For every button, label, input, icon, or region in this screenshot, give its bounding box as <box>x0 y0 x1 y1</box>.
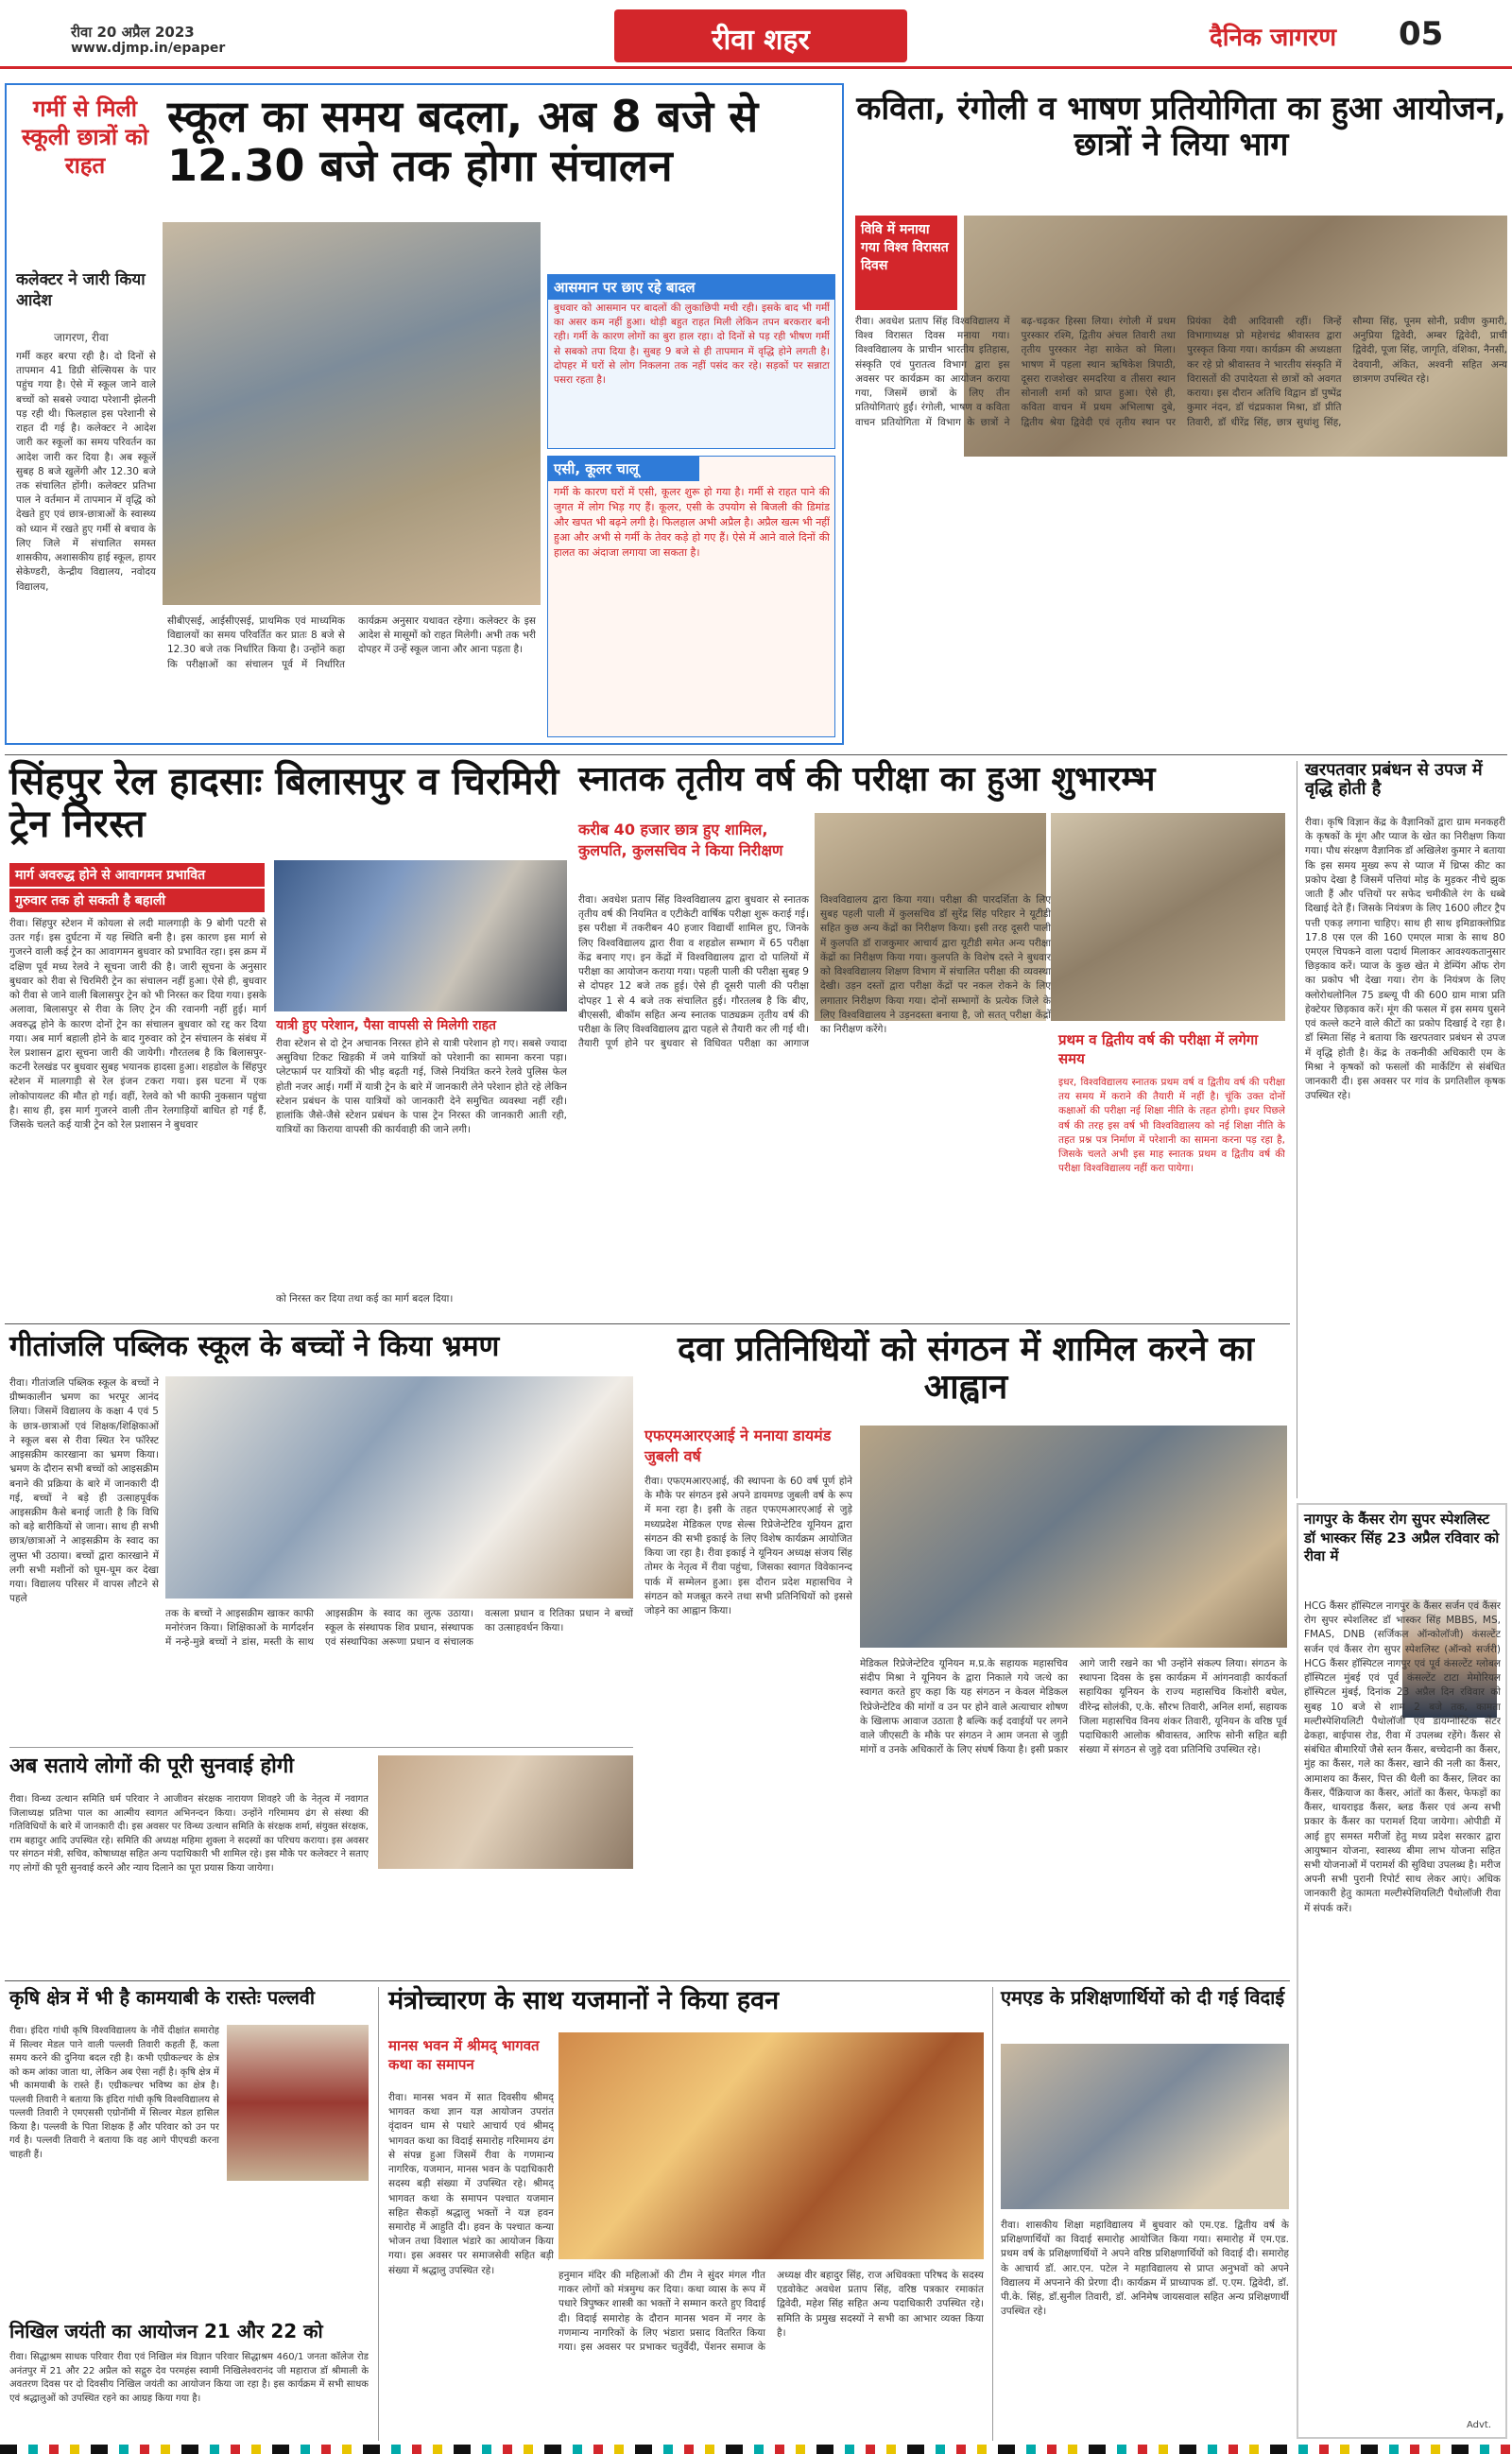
registration-strip <box>0 2445 1512 2454</box>
story-body-2: हनुमान मंदिर की महिलाओं की टीम ने सुंदर मंगल गीत गाकर लोगों को मंत्रमुग्ध कर दिया। कथा व्यास के रूप में पधारे त्रिपुष्कर शास्त्री का भक्तों ने सम्मान करते हुए विदाई दी। विदाई समारोह के दौरान मानस भवन में नगर के गणमान्य नागरिकों के लिए भंडारा प्रसाद वितरित किया गया। इस अवसर पर प्रभाकर चतुर्वेदी, पेंशनर समाज के अध्यक्ष वीर बहादुर सिंह, राज अधिवक्ता परिषद के सदस्य एडवोकेट अवधेश प्रताप सिंह, वरिष्ठ पत्रकार रमाकांत द्विवेदी, महेश सिंह सहित अन्य पदाधिकारी उपस्थित रहे। समिति के प्रमुख सदस्यों ने सभी का आभार व्यक्त किया है। <box>558 2270 984 2354</box>
divider <box>5 1980 1290 1981</box>
headline: एमएड के प्रशिक्षणार्थियों को दी गई विदाई <box>1001 1986 1285 2009</box>
story-body-2: सीबीएसई, आईसीएसई, प्राथमिक एवं माध्यमिक विद्यालयों का समय परिवर्तित कर प्रातः 8 बजे से 12.30 बजे तक निर्धारित किया है। उन्होंने कहा कि परीक्षाओं का संचालन पूर्व में निर्धारित कार्यक्रम अनुसार यथावत रहेगा। कलेक्टर के इस आदेश से मासूमों को राहत मिलेगी। अभी तक भरी दोपहर में उन्हें स्कूल जाना और आना पड़ता है। <box>167 615 536 670</box>
story-med-farewell <box>992 1987 1290 2441</box>
havan-photo <box>558 2032 984 2259</box>
story-body: रीवा। सिद्धाश्रम साधक परिवार रीवा एवं निखिल मंत्र विज्ञान परिवार सिद्धाश्रम 460/1 जनता कॉलेज रोड अनंतपुर में 21 और 22 अप्रैल को सद्गुरु देव परमहंस स्वामी निखिलेश्वरानंद जी महाराज डॉ श्रीमाली के अवतरण दिवस पर दो दिवसीय निखिल जयंती का आयोजन किया जा रहा है। इस कार्यक्रम में सभी साधक एवं श्रद्धालुओं को उपस्थित रहने का आग्रह किया गया है। <box>9 2352 369 2404</box>
subhead: करीब 40 हजार छात्र हुए शामिल, कुलपति, कुलसचिव ने किया निरीक्षण <box>578 821 783 859</box>
section-name: रीवा शहर <box>712 24 810 57</box>
box-first-second-year <box>1058 1030 1285 1305</box>
story-body: रीवा। गीतांजलि पब्लिक स्कूल के बच्चों ने ग्रीष्मकालीन भ्रमण का भरपूर आनंद लिया। जिसमें विद्यालय के कक्षा 4 एवं 5 के छात्र-छात्राओं एवं शिक्षक/शिक्षिकाओं ने स्कूल बस से रीवा स्थित रेन फॉरेस्ट आइसक्रीम कारखाना का भ्रमण किया। भ्रमण के दौरान सभी बच्चों को आइसक्रीम बनाने की प्रक्रिया के बारे में जानकारी दी गई, बच्चों ने बड़े ही उत्साहपूर्वक आइसक्रीम कैसे बनाई जाती है कि विधि को बड़े बारीकियों से जाना। साथ ही सभी छात्र/छात्राओं ने आइसक्रीम के स्वाद का लुफ्त भी उठाया। बच्चों द्वारा कारखाने में लगी सभी मशीनों को घूम-घूम कर देखा गया। विद्यालय परिसर में वापस लौटने से पहले <box>9 1377 159 1605</box>
advt-label: Advt. <box>1467 2420 1492 2430</box>
story-body: रीवा। कृषि विज्ञान केंद्र के वैज्ञानिकों द्वारा ग्राम मनकहरी के कृषकों के मूंग और प्याज के खेत का निरीक्षण किया गया। पौध संरक्षण वैज्ञानिक डॉ अखिलेश कुमार ने बताया कि इस समय मुख्य रूप से प्याज में थ्रिप्स कीट का प्रकोप देखा है जिसमें पत्तियां मोड़ के मुड़कर नीचे झुक जाती हैं और पत्तियों पर सफेद चमीकीले रंग के धब्बे दिखाई देते हैं। जिसके नियंत्रण के लिए 1600 लीटर ट्रैप पत्ती एकड़ लगाना चाहिए। साथ ही साथ इमिडाक्लोप्रिड 17.8 एस एल की 160 एमएल मात्रा के साथ 80 एमएल चिपकने वाला पदार्थ मिलाकर आवश्यकतानुसार छिड़काव करें। प्याज के कुछ खेत मे डेम्पिंग ऑफ रोग का प्रकोप भी देखा गया। रोग के नियंत्रण के लिए क्लोरोथलोनिल 75 डब्ल्यू पी की 600 ग्राम मात्रा प्रति हेक्टेयर छिड़काव करें। मूंग की फसल में इस समय घुसने एवं कल्ले कटने वाले कीटों का प्रकोप दिखाई दे रहा है। डॉ स्मिता सिंह ने बताया कि खरपतवार प्रबंधन से उपज में वृद्धि होती है। केंद्र के तकनीकी अधिकारी एम के मिश्रा ने कृषकों को फसलों की मार्केटिंग से संबंधित जानकारी दी। इस अवसर पर गांव के प्रगतिशील कृषक उपस्थित रहे। <box>1305 817 1505 1102</box>
story-body-2: मेडिकल रिप्रेजेन्टेटिव यूनियन म.प्र.के सहायक महासचिव संदीप मिश्रा ने यूनियन के द्वारा निकाले गये जत्थे का स्वागत करते हुए कहा कि यह संगठन न केवल मेडिकल रिप्रेजेन्टेटिव की मांगों व उन पर होने वाले अत्याचार शोषण के खिलाफ आवाज उठाता है बल्कि कई दवाईयों पर लगने वाले जीएसटी के मौके पर संगठन ने आम जनता से जुड़ी मांगों व उनके अधिकारों के लिए संघर्ष किया है। इसी प्रकार आगे जारी रखने का भी उन्होंने संकल्प लिया। संगठन के स्थापना दिवस के इस कार्यक्रम में आंगनवाड़ी कार्यकर्ता सहायिका यूनियन के राज्य महासचिव किशोरी बघेल, वीरेन्द्र सोलंकी, ए.के. सौरभ तिवारी, अनिल शर्मा, सहायक जिला महासचिव विनय शंकर तिवारी, यूनियन के वरिष्ठ पूर्व पदाधिकारी आलोक श्रीवास्तव, आरिफ सोनी सहित बड़ी संख्या में संगठन से जुड़े दवा प्रतिनिधि उपस्थित रहे। <box>860 1658 1287 1756</box>
ad-headline: नागपुर के कैंसर रोग सुपर स्पेशलिस्ट डॉ भास्कर सिंह 23 अप्रैल रविवार को रीवा में <box>1304 1511 1500 1564</box>
ad-body: HCG कैंसर हॉस्पिटल नागपुर के कैंसर सर्जन एवं कैंसर रोग सुपर स्पेशलिस्ट डॉ भास्कर सिंह MBBS, MS, FMAS, DNB (सर्जिकल ऑन्कोलॉजी) कंसल्टेंट सर्जन एवं कैंसर रोग सुपर स्पेशलिस्ट (ऑन्को सर्जरी) HCG कैंसर हॉस्पिटल नागपुर एवं पूर्व कंसल्टेंट ग्लोबल हॉस्पिटल मुंबई एवं पूर्व कंसल्टेंट टाटा मेमोरियल हॉस्पिटल मुंबई, दिनांक 23 अप्रैल दिन रविवार को सुबह 10 बजे से शाम 2 बजे तक, कामता मल्टीस्पेशियलिटी पैथोलॉजी एवं डायग्नोस्टिक सेंटर ढेकहा, बाईपास रोड, रीवा में उपलब्ध रहेंगे। कैंसर से संबंधित बीमारियों जैसे स्तन कैंसर, बच्चेदानी का कैंसर, मुंह का कैंसर, गले का कैंसर, खाने की नली का कैंसर, आमाशय का कैंसर, पित्त की थैली का कैंसर, लिवर का कैंसर, पैंक्रियाज का कैंसर, आंतों का कैंसर, फेफड़ों का कैंसर, थायराइड कैंसर, ब्लड कैंसर एवं अन्य सभी प्रकार के कैंसर का परामर्श दिया जायेगा। ओपीडी में आई हुए समस्त मरीजों हेतु मध्य प्रदेश सरकार द्वारा आयुष्मान योजना, स्वास्थ्य बीमा लाभ योजना सहित सभी योजनाओं में परामर्श की सुविधा उपलब्ध है। मरीज अपनी सभी पुरानी रिपोर्ट साथ लेकर आएं। अधिक जानकारी हेतु कामता मल्टीस्पेशियलिटी पैथोलॉजी रीवा में संपर्क करें। <box>1304 1600 1501 1914</box>
story-body-2: रीवा स्टेशन से दो ट्रेन अचानक निरस्त होने से यात्री परेशान हो गए। सबसे ज्यादा असुविधा टिकट खिड़की में जमे यात्रियों को परेशानी का सामना करना पड़ा। प्लेटफार्म पर यात्रियों की भीड़ बढ़ती गई, जिसे नियंत्रित करने रेलवे पुलिस फेल होती नजर आई। गर्मी में यात्री ट्रेन के बारे में जानकारी लेने परेशान होते रहे लेकिन स्टेशन प्रबंधन के पास यात्रियों को जानकारी देने समुचित व्यवस्था नहीं रही। हालांकि जैसे-जैसे स्टेशन प्रबंधन के पास ट्रेन निरस्त की जानकारी आती रही, यात्रियों का किराया वापसी की कार्यवाही की जाने लगी। <box>276 1038 567 1136</box>
story-heritage-day <box>855 83 1507 745</box>
headline: दवा प्रतिनिधियों को संगठन में शामिल करने का आह्वान <box>678 1330 1254 1408</box>
subhead: एफएमआरएआई ने मनाया डायमंड जुबली वर्ष <box>644 1426 832 1465</box>
fmrai-meeting-photo <box>860 1426 1287 1648</box>
headline: स्नातक तृतीय वर्ष की परीक्षा का हुआ शुभारम्भ <box>578 760 1156 799</box>
story-geetanjali-school <box>9 1331 633 1737</box>
story-body: रीवा। मानस भवन में सात दिवसीय श्रीमद् भागवत कथा ज्ञान यज्ञ आयोजन उपरांत वृंदावन धाम से पधारे आचार्य एवं श्रीमद् भागवत कथा का विदाई समारोह गरिमामय ढंग से संपन्न हुआ जिसमें रीवा के गणमान्य नागरिक, यजमान, मानस भवन के पदाधिकारी सदस्य बड़ी संख्या में उपस्थित रहे। श्रीमद् भागवत कथा के समापन पश्चात यजमान सहित सैकड़ों श्रद्धालु भक्तों ने यज्ञ हवन समारोह में आहुति दी। हवन के पश्चात कन्या भोजन तथा विशाल भंडारे का आयोजन किया गया। इस अवसर पर समाजसेवी सहित बड़ी संख्या में श्रद्धालु उपस्थित रहे। <box>388 2092 554 2276</box>
subhead-2: गुरुवार तक हो सकती है बहाली <box>9 889 265 912</box>
subhead-box <box>855 216 957 310</box>
story-havan <box>378 1987 983 2441</box>
section-banner <box>614 9 907 62</box>
headline: गीतांजलि पब्लिक स्कूल के बच्चों ने किया भ्रमण <box>9 1330 500 1363</box>
ad-cancer-specialist <box>1297 1503 1507 2439</box>
story-body: रीवा। अवधेश प्रताप सिंह विश्वविद्यालय में विश्व विरासत दिवस मनाया गया। विश्वविद्यालय के प्राचीन भारतीय इतिहास, संस्कृति एवं पुरातत्व विभाग द्वारा इस अवसर पर कार्यक्रम का आयोजन कराया गया, जिसमें छात्रों के लिए तीन प्रतियोगिताएं हुईं। रंगोली, भाषण व कविता वाचन प्रतियोगिता में विभाग के छात्रों ने बढ़-चढ़कर हिस्सा लिया। रंगोली में प्रथम पुरस्कार रश्मि, द्वितीय अंचल तिवारी तथा तृतीय पुरस्कार नेहा साकेत को मिला। भाषण में पहला स्थान ऋषिकेश त्रिपाठी, दूसरा राजशेखर समदरिया व तीसरा स्थान सोनाली शर्मा को प्राप्त हुआ। ऐसे ही, कविता वाचन में प्रथम अभिलाषा दुबे, द्वितीय श्रेया द्विवेदी एवं तृतीय स्थान पर प्रियंका देवी आदिवासी रहीं। जिन्हें विभागाध्यक्ष प्रो महेशचंद्र श्रीवास्तव द्वारा पुरस्कृत किया गया। कार्यक्रम की अध्यक्षता कर रहे प्रो श्रीवास्तव ने भारतीय संस्कृति में विरासतों की उपादेयता से छात्रों को अवगत कराया। इस दौरान अतिथि विद्वान डॉ पुष्पेंद्र कुमार नंदन, डॉ चंद्रप्रकाश मिश्रा, डॉ प्रीति तिवारी, डॉ धीरेंद्र सिंह, छात्र सुधांशु सिंह, सौम्या सिंह, पूनम सोनी, प्रवीण कुमारी, अनुप्रिया द्विवेदी, अम्बर द्विवेदी, प्राची द्विवेदी, पूजा सिंह, जागृति, वंशिका, नैनसी, देवयानी, अंकित, अश्वनी सहित अन्य छात्रगण उपस्थित रहे। <box>855 316 1507 428</box>
story-tail: को निरस्त कर दिया तथा कई का मार्ग बदल दिया। <box>276 1293 454 1305</box>
story-body: रीवा। इंदिरा गांधी कृषि विश्वविद्यालय के नौवें दीक्षांत समारोह में सिल्वर मेडल पाने वाली पल्लवी तिवारी कहती हैं, कला समय करने की दुनिया बदल रही है। कभी एग्रीकल्चर के क्षेत्र को कम आंका जाता था, लेकिन अब ऐसा नहीं है। कृषि क्षेत्र में भी कामयाबी के रास्ते हैं। एग्रीकल्चर भविष्य का क्षेत्र है। पल्लवी तिवारी ने बताया कि इंदिरा गांधी कृषि विश्वविद्यालय से पल्लवी तिवारी ने एमएससी एग्रोनॉमी में सिल्वर मेडल हासिल किया है। पल्लवी के पिता शिक्षक हैं और परिवार को उन पर गर्व है। पल्लवी तिवारी ने बताया कि वह आगे पीएचडी करना चाहती हैं। <box>9 2026 219 2160</box>
story-nikhil-jayanti <box>9 2321 369 2444</box>
box-text: इधर, विश्वविद्यालय स्नातक प्रथम वर्ष व द्वितीय वर्ष की परीक्षा तय समय में कराने की तैयारी में नहीं है। चूंकि उक्त दोनों कक्षाओं की परीक्षा नई शिक्षा नीति के तहत होगी। इधर पिछले वर्ष की तरह इस वर्ष भी विश्वविद्यालय को नई शिक्षा नीति के तहत प्रश्न पत्र निर्माण में परेशानी का सामना करना पड़ रहा है, जिसके चलते अभी इस माह स्नातक प्रथम व द्वितीय वर्ष की परीक्षा विश्वविद्यालय नहीं करा पायेगा। <box>1058 1077 1285 1175</box>
story-body: रीवा। विन्ध्य उत्थान समिति धर्म परिवार ने आजीवन संरक्षक नारायण शिवहरे जी के नेतृत्व में नवागत जिलाध्यक्ष प्रतिभा पाल का आत्मीय स्वागत अभिनन्दन किया। उन्होंने गरिमामय ढंग से संस्था की गतिविधियों के बारे में जानकारी दी। इस अवसर पर विन्ध्य उत्थान समिति के संरक्षक शर्मा, संयुक्त संरक्षक, राम बहादुर आदि उपस्थित रहे। समिति की अध्यक्ष महिमा शुक्ला ने सदस्यों का परिचय कराया। इस अवसर पर संगठन मंत्री, सचिव, कोषाध्यक्ष सहित अन्य पदाधिकारी भी शामिल रहे। इस मौके पर कलेक्टर ने सताए गए लोगों की पूरी सुनवाई करने और न्याय दिलाने का पूरा प्रयास किया जायेगा। <box>9 1794 369 1874</box>
story-pallavi <box>9 1987 369 2318</box>
byline: जागरण, रीवा <box>54 331 109 344</box>
story-body: रीवा। सिंहपुर स्टेशन में कोयला से लदी मालगाड़ी के 9 बोगी पटरी से उतर गई। इस दुर्घटना में यह स्थिति बनी है। इस कारण इस मार्ग से गुजरने वाली कई ट्रेन का आवागमन बुधवार को प्रभावित रहा। इस क्रम में दक्षिण पूर्व मध्य रेलवे ने सूचना जारी की है। जारी सूचना के अनुसार बुधवार को रीवा से चिरमिरी ट्रेन का संचालन नहीं हुआ। ऐसे ही, बुधवार को रीवा से जाने वाली बिलासपुर ट्रेन को भी निरस्त कर दिया गया। इसके अलावा, बिलासपुर से रीवा के लिए ट्रेन की रवानगी नहीं हुई। मार्ग अवरुद्ध होने के कारण दोनों ट्रेन का संचालन बुधवार को रद्द कर दिया गया। अब मार्ग बहाली होने के बाद गुरुवार को ट्रेन संचालन के संबंध में रेल प्रशासन द्वारा सूचना जारी की जायेगी। गौरतलब है कि बिलासपुर-कटनी रेलखंड पर बुधवार सुबह भयानक हादसा हुआ। शहडोल के सिंहपुर स्टेशन में मालगाड़ी से रेल इंजन टकरा गया। इस घटना में एक लोकोपायलट की मौत हो गई। वहीं, रेलवे को भी काफी नुकसान पहुंचा है। साथ ही, इस मार्ग गुजरने वाली तीन रेलगाड़ियों बाधित हो गई हैं, जिसके चलते कई यात्री ट्रेन को रेल प्रशासन ने बुधवार <box>9 918 266 1132</box>
side-subhead: कलेक्टर ने जारी किया आदेश <box>16 270 146 311</box>
masthead-url: www.djmp.in/epaper <box>71 41 226 56</box>
subhead: मानस भवन में श्रीमद् भागवत कथा का समापन <box>388 2037 540 2074</box>
farewell-photo <box>1001 2044 1289 2209</box>
school-trip-photo <box>165 1376 633 1599</box>
subhead: विवि में मनाया गया विश्व विरासत दिवस <box>861 222 949 273</box>
story-body: रीवा। एफएमआरएआई, की स्थापना के 60 वर्ष पूर्ण होने के मौके पर संगठन इसे अपने डायमण्ड जुबली वर्ष के रूप में मना रहा है। इसी के तहत एफएमआरएआई से जुड़े मध्यप्रदेश मेडिकल एण्ड सेल्स रिप्रेजेन्टेटिव यूनियन द्वारा संगठन की सभी इकाई के लिए विशेष कार्यक्रम आयोजित किया जा रहा है। रीवा इकाई ने यूनियन अध्यक्ष संजय सिंह तोमर के नेतृत्व में रीवा पहुंचा, जिसका स्वागत विवेकानन्द पार्क में सम्मेलन हुआ। इस दौरान प्रदेश महासचिव ने संगठन को मजबूत करने तथा सभी प्रतिनिधियों को इससे जोड़ने का आह्वान किया। <box>644 1476 852 1616</box>
divider <box>5 1323 1290 1324</box>
side-headline: गर्मी से मिली स्कूली छात्रों को राहत <box>21 95 149 179</box>
headline: सिंहपुर रेल हादसाः बिलासपुर व चिरमिरी ट्रेन निरस्त <box>9 760 559 846</box>
story-body-2: तक के बच्चों ने आइसक्रीम खाकर काफी मनोरंजन किया। शिक्षिकाओं के मार्गदर्शन में नन्हे-मुन्ने बच्चों ने डांस, मस्ती के साथ आइसक्रीम के स्वाद का लुत्फ उठाया। स्कूल के संस्थापक शिव प्रधान, संस्थापक एवं संस्थापिका अरूणा प्रधान व संचालक वत्सला प्रधान व रितिका प्रधान ने बच्चों का उत्साहवर्धन किया। <box>165 1608 633 1649</box>
pallavi-photo <box>227 2025 369 2181</box>
headline: अब सताये लोगों की पूरी सुनवाई होगी <box>9 1754 294 1778</box>
box-heading: प्रथम व द्वितीय वर्ष की परीक्षा में लगेगा समय <box>1058 1031 1259 1068</box>
story-weed-management <box>1297 761 1507 1498</box>
headline: मंत्रोच्चारण के साथ यजमानों ने किया हवन <box>388 1986 780 2015</box>
hearing-photo <box>378 1755 633 1869</box>
school-children-photo <box>163 222 541 605</box>
story-school-time <box>5 83 844 745</box>
headline: कृषि क्षेत्र में भी है कामयाबी के रास्तेः पल्लवी <box>9 1986 316 2009</box>
box-ac-heading: एसी, कूलर चालू <box>548 457 699 481</box>
box-ac-cooler <box>547 456 835 737</box>
story-full-hearing <box>9 1747 633 1974</box>
paper-name: दैनिक जागरण <box>1210 24 1337 52</box>
train-photo <box>274 860 567 1011</box>
masthead-rule <box>0 66 1512 69</box>
masthead <box>0 0 1512 68</box>
headline: खरपतवार प्रबंधन से उपज में वृद्धि होती है <box>1305 760 1483 800</box>
box-ac-text: गर्मी के कारण घरों में एसी, कूलर शुरू हो गया है। गर्मी से राहत पाने की जुगत में लोग भिड़ गए हैं। कूलर, एसी के उपयोग से बिजली की डिमांड और खपत भी बढ़ने लगी है। फिलहाल अभी अप्रैल है। अप्रैल खत्म भी नहीं हुआ और अभी से गर्मी के तेवर कड़े हो गए हैं। ऐसे में आने वाले दिनों की हालत का अंदाजा लगाया जा सकता है। <box>554 486 830 559</box>
story-body: रीवा। अवधेश प्रताप सिंह विश्वविद्यालय द्वारा बुधवार से स्नातक तृतीय वर्ष की नियमित व एटीकेटी वार्षिक परीक्षा शुरू कराई गई। इस परीक्षा में तकरीबन 40 हजार विद्यार्थी शामिल हुए, जिनके लिए विश्वविद्यालय द्वारा रीवा व शहडोल सम्भाग में 65 परीक्षा केंद्र बनाए गए। इन केंद्रों में विश्वविद्यालय द्वारा दो पालियों में परीक्षा का आयोजन कराया गया। पहली पाली की परीक्षा सुबह 9 से दोपहर 12 बजे तक हुई। ऐसे ही दूसरी पाली की परीक्षा दोपहर 1 से 4 बजे तक संचालित हुई। गौरतलब है कि बीए, बीएससी, बीकॉम सहित अन्य स्नातक पाठ्यक्रम तृतीय वर्ष की परीक्षा के लिए विश्वविद्यालय द्वारा पहले से तैयारी कर ली गई थी। तैयारी पूर्ण होने पर बुधवार से विधिवत परीक्षा का आगाज विश्वविद्यालय द्वारा किया गया। परीक्षा की पारदर्शिता के लिए सुबह पहली पाली में कुलसचिव डॉ सुरेंद्र सिंह परिहार ने यूटीडी सहित कुछ अन्य केंद्रों का निरीक्षण किया। इसी तरह दूसरी पाली में कुलपति डॉ राजकुमार आचार्य द्वारा यूटीडी समेत अन्य परीक्षा केंद्रों का निरीक्षण किया गया। कुलपति के विशेष दस्ते ने बुधवार को विश्वविद्यालय शिक्षण विभाग में संचालित परीक्षा की व्यवस्था देखी। उड़न दस्तों द्वारा परीक्षा केंद्रों पर नकल रोकने के लिए लगातार निरीक्षण किया गया। दोनों सम्भागों के प्रत्येक जिले के लिए विश्वविद्यालय ने उड़नदस्ता बनाया है, जो सतत् परीक्षा केंद्रों का निरीक्षण करेंगे। <box>578 894 1051 1050</box>
story-fmrai <box>644 1331 1287 1974</box>
exam-hall-photo-2 <box>1051 813 1285 1021</box>
story-exam <box>578 761 1285 1319</box>
box-clouds <box>547 274 835 449</box>
headline: निखिल जयंती का आयोजन 21 और 22 को <box>9 2320 323 2342</box>
headline: स्कूल का समय बदला, अब 8 बजे से 12.30 बजे तक होगा संचालन <box>167 91 759 191</box>
box-clouds-heading: आसमान पर छाए रहे बादल <box>548 275 834 300</box>
story-rail-accident <box>9 761 567 1319</box>
photo-caption: यात्री हुए परेशान, पैसा वापसी से मिलेगी राहत <box>276 1018 497 1033</box>
headline: कविता, रंगोली व भाषण प्रतियोगिता का हुआ आयोजन, छात्रों ने लिया भाग <box>856 90 1506 164</box>
story-body: रीवा। शासकीय शिक्षा महाविद्यालय में बुधवार को एम.एड. द्वितीय वर्ष के प्रशिक्षणार्थियों का विदाई समारोह आयोजित किया गया। समारोह में एम.एड. प्रथम वर्ष के प्रशिक्षणार्थियों ने अपने वरिष्ठ प्रशिक्षणार्थियों को विदाई दी। समारोह के आचार्य डॉ. आर.एन. पटेल ने महाविद्यालय से प्राप्त अनुभवों को अपने विद्यालय में अपनाने की प्रेरणा दी। कार्यक्रम में प्राध्यापक डॉ. ए.एम. द्विवेदी, डॉ. पी.के. सिंह, डॉ.सुनील तिवारी, डॉ. अनिमेष जायसवाल सहित अन्य प्रशिक्षणार्थी उपस्थित रहे। <box>1001 2220 1289 2318</box>
story-body: गर्मी कहर बरपा रही है। दो दिनों से तापमान 41 डिग्री सेल्सियस के पार पहुंच गया है। ऐसे में स्कूल जाने वाले बच्चों को सबसे ज्यादा परेशानी झेलनी पड़ रही थी। फिलहाल इस परेशानी से राहत दी गई है। कलेक्टर ने आदेश जारी कर स्कूलों का समय परिवर्तन का आदेश जारी कर दिया है। अब स्कूलें सुबह 8 बजे खुलेंगी और 12.30 बजे तक संचालित होंगी। कलेक्टर प्रतिभा पाल ने वर्तमान में तापमान में वृद्धि को देखते हुए एवं छात्र-छात्राओं के स्वास्थ्य को ध्यान में रखते हुए गर्मी से बचाव के लिए जिले में संचालित समस्त शासकीय, अशासकीय हाई स्कूल, हायर सेकेण्डरी, केन्द्रीय विद्यालय, नवोदय विद्यालय, <box>16 351 156 593</box>
page-number: 05 <box>1399 15 1444 53</box>
masthead-date: रीवा 20 अप्रैल 2023 <box>71 24 195 41</box>
divider <box>5 754 1507 755</box>
subhead-1: मार्ग अवरुद्ध होने से आवागमन प्रभावित <box>9 863 265 887</box>
box-clouds-text: बुधवार को आसमान पर बादलों की लुकाछिपी मची रही। इसके बाद भी गर्मी का असर कम नहीं हुआ। थोड़ी बहुत राहत मिली लेकिन तपन बरकरार बनी रही। गर्मी के कारण लोगों का बुरा हाल रहा। दो दिनों से पड़ रही भीषण गर्मी से सबको तपा दिया है। सुबह 9 बजे से ही तापमान में वृद्धि होने लगती है। दोपहर में घरों से लोग निकलना तक नहीं पसंद कर रहे। सड़कों पर सन्नाटा पसरा रहता है। <box>554 302 830 387</box>
